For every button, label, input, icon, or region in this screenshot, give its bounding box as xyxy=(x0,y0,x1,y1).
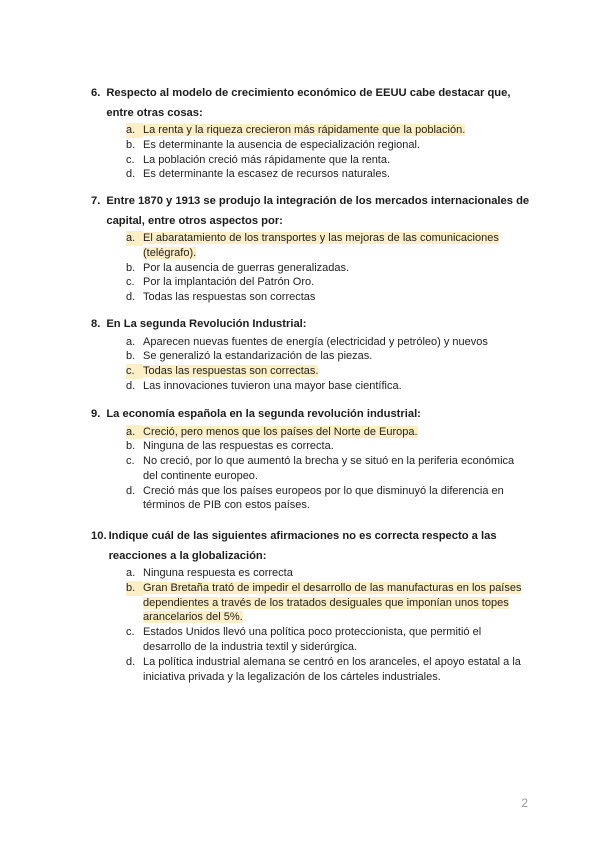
option-text: Todas las respuestas son correctas xyxy=(143,291,316,304)
option-text: Aparecen nuevas fuentes de energía (electricidad y petróleo) y nuevos xyxy=(143,335,488,348)
option-letter: c. xyxy=(126,364,143,379)
option-text: Creció, pero menos que los países del Norte de Europa. xyxy=(143,425,418,438)
question-title xyxy=(91,192,531,231)
option-letter: c. xyxy=(126,626,135,639)
question-number: 10. xyxy=(91,530,107,542)
question-number: 8. xyxy=(91,318,101,330)
option-letter: b. xyxy=(126,350,136,363)
option-c xyxy=(126,454,531,484)
question-6 xyxy=(91,84,531,182)
option-d xyxy=(126,655,531,685)
question-7 xyxy=(91,192,531,305)
option-letter: c. xyxy=(126,276,135,289)
question-title xyxy=(91,405,531,425)
option-letter: a. xyxy=(126,425,143,440)
option-letter: d. xyxy=(126,168,136,181)
option-a xyxy=(126,231,531,261)
option-text: Por la implantación del Patrón Oro. xyxy=(143,276,315,289)
option-letter: a. xyxy=(126,231,143,246)
option-list xyxy=(91,566,531,684)
option-list xyxy=(91,231,531,305)
question-text: En La segunda Revolución Industrial: xyxy=(106,318,307,330)
option-c xyxy=(126,153,531,168)
option-letter: a. xyxy=(126,123,143,138)
question-number: 6. xyxy=(91,87,101,99)
option-text: Estados Unidos llevó una política poco proteccionista, que permitió el desarrollo de la industria textil y siderúrgica. xyxy=(143,626,482,653)
option-list xyxy=(91,425,531,514)
option-d xyxy=(126,290,531,305)
option-text: La renta y la riqueza crecieron más rápidamente que la población. xyxy=(143,124,466,136)
option-text: La política industrial alemana se centró en los aranceles, el apoyo estatal a la iniciativa privada y la legalización de los cárteles industriales. xyxy=(143,655,521,683)
option-letter: d. xyxy=(126,655,136,668)
option-letter: b. xyxy=(126,440,136,453)
option-b xyxy=(126,581,531,625)
option-text: La población creció más rápidamente que la renta. xyxy=(143,153,391,166)
option-text: Las innovaciones tuvieron una mayor base científica. xyxy=(143,379,402,392)
option-d xyxy=(126,484,531,514)
question-title xyxy=(91,527,531,566)
question-number: 9. xyxy=(91,408,101,420)
question-text: Respecto al modelo de crecimiento económico de EEUU cabe destacar que, entre otras cosas: xyxy=(106,87,511,119)
question-title xyxy=(91,315,531,335)
option-a xyxy=(126,566,531,581)
option-a xyxy=(126,123,531,138)
option-letter: b. xyxy=(126,581,143,596)
question-title xyxy=(91,84,531,123)
option-text: El abaratamiento de los transportes y las mejoras de las comunicaciones (telégrafo). xyxy=(143,232,499,259)
question-8 xyxy=(91,315,531,394)
option-text: Es determinante la escasez de recursos naturales. xyxy=(143,168,391,181)
question-9 xyxy=(91,405,531,513)
option-letter: a. xyxy=(126,335,136,348)
option-b xyxy=(126,439,531,454)
option-c xyxy=(126,625,531,655)
option-c xyxy=(126,275,531,290)
option-text: Creció más que los países europeos por lo que disminuyó la diferencia en términos de PIB con estos países. xyxy=(143,484,504,512)
option-c xyxy=(126,364,531,379)
option-letter: d. xyxy=(126,484,136,497)
option-text: Ninguna respuesta es correcta xyxy=(143,567,293,579)
option-text: No creció, por lo que aumentó la brecha y se situó en la periferia económica del continente europeo. xyxy=(143,455,515,482)
option-letter: d. xyxy=(126,291,136,304)
question-text: Entre 1870 y 1913 se produjo la integración de los mercados internacionales de capital, entre otros aspectos por: xyxy=(106,195,530,227)
option-a xyxy=(126,335,531,350)
question-number: 7. xyxy=(91,195,101,207)
question-text: Indique cuál de las siguientes afirmaciones no es correcta respecto a las reacciones a la globalización: xyxy=(108,530,497,562)
option-text: Ninguna de las respuestas es correcta. xyxy=(143,440,334,453)
page-number: 2 xyxy=(521,796,528,810)
option-letter: c. xyxy=(126,153,135,166)
option-text: Se generalizó la estandarización de las piezas. xyxy=(143,350,373,363)
option-letter: a. xyxy=(126,567,136,579)
option-letter: c. xyxy=(126,455,135,468)
option-letter: b. xyxy=(126,261,136,274)
option-a xyxy=(126,425,531,440)
option-text: Por la ausencia de guerras generalizadas. xyxy=(143,261,350,274)
option-d xyxy=(126,379,531,394)
option-text: Es determinante la ausencia de especialización regional. xyxy=(143,138,421,151)
question-text: La economía española en la segunda revolución industrial: xyxy=(106,408,421,420)
option-text: Gran Bretaña trató de impedir el desarrollo de las manufacturas en los países dependientes a través de los tratados desiguales que imponían unos topes arancelarios del 5%. xyxy=(143,581,522,624)
option-d xyxy=(126,167,531,182)
option-b xyxy=(126,261,531,276)
option-b xyxy=(126,349,531,364)
option-letter: d. xyxy=(126,379,136,392)
option-b xyxy=(126,138,531,153)
option-letter: b. xyxy=(126,138,136,151)
option-text: Todas las respuestas son correctas. xyxy=(143,365,319,378)
option-list xyxy=(91,123,531,182)
option-list xyxy=(91,335,531,394)
question-10 xyxy=(91,527,531,684)
